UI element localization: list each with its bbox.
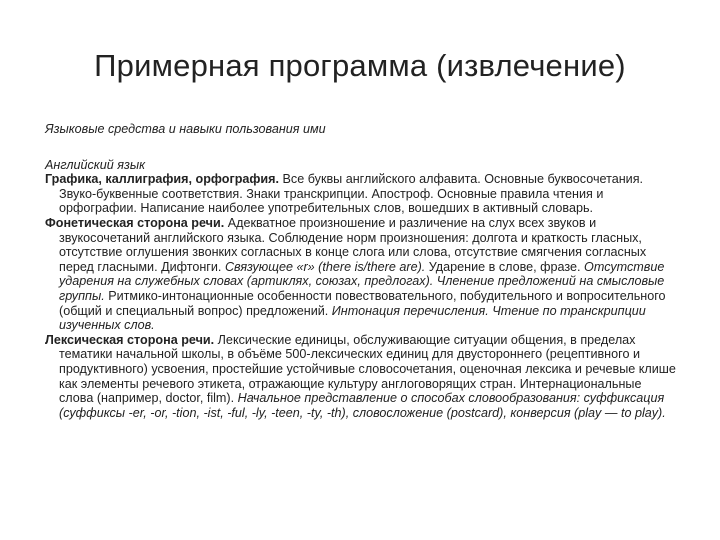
graphics-text: Все буквы английского алфавита. Основные буквосочетания. Звуко-буквенные соответствия. Знаки транскрипции. Апостроф. Основные правила чтения и орфографии. Написание наиболее употребительных слов, вошедших в активный словарь. (59, 172, 644, 216)
phonetics-italic-1: Связующее «r» (there is/there are). (224, 259, 426, 274)
slide-title: Примерная программа (извлечение) (94, 48, 626, 83)
phonetics-text-1: Адекватное произношение и различение на слух всех звуков и звукосочетаний английского языка. Соблюдение норм произношения: долгота и краткость гласных, отсутствие оглушения звонких согласных в конце слога или слова, отсутствие смягчения согласных перед гласными. Дифтонги. (59, 215, 647, 274)
phonetics-section (45, 216, 677, 333)
lexicon-section (45, 333, 677, 421)
graphics-heading: Графика, каллиграфия, орфография. (45, 172, 280, 187)
section-subtitle: Языковые средства и навыки пользования ими (45, 122, 326, 136)
phonetics-heading: Фонетическая сторона речи. (45, 215, 225, 230)
phonetics-italic-3: Интонация перечисления. Чтение по транскрипции изученных слов. (59, 303, 646, 333)
phonetics-italic-2: Отсутствие ударения на служебных словах (артиклях, союзах, предлогах). Членение предложений на смысловые группы. (59, 259, 665, 303)
lexicon-italic-1: Начальное представление о способах словообразования: суффиксация (суффиксы -er, -or, -tion, -ist, -ful, -ly, -teen, -ty, -th), словосложение (postcard), конверсия (play — to play). (59, 391, 666, 420)
language-heading: Английский язык (45, 157, 146, 172)
slide-content (45, 122, 677, 420)
lexicon-heading: Лексическая сторона речи. (45, 332, 215, 347)
lexicon-text-1: Лексические единицы, обслуживающие ситуации общения, в пределах тематики начальной школы, в объёме 500-лексических единиц для двустороннего (рецептивного и продуктивного) усвоения, простейшие устойчивые словосочетания, оценочная лексика и речевые клише как элементы речевого этикета, отражающие культуру англоговорящих стран. Интернациональные слова (например, doctor, film). (59, 332, 676, 406)
graphics-section (45, 172, 677, 216)
phonetics-text-2: Ударение в слове, фразе. (425, 259, 585, 274)
phonetics-text-3: Ритмико-интонационные особенности повествовательного, побудительного и вопросительного (общий и специальный вопрос) предложений. (59, 288, 666, 318)
